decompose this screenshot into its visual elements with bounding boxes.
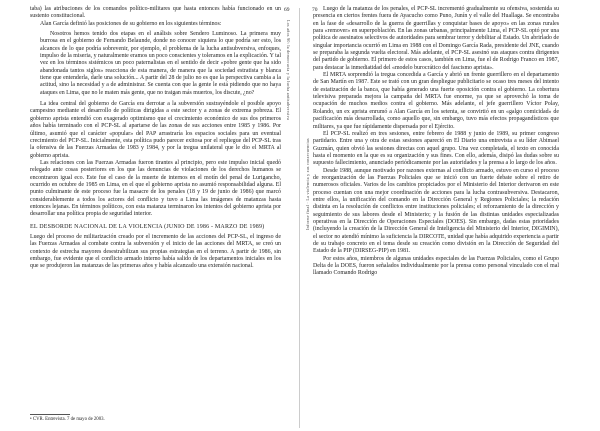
page-number: 69 [284, 7, 290, 13]
running-head: Informe final · La violencia y sus consecuencias [305, 138, 310, 230]
footnote-marker: • [30, 417, 32, 422]
block-quote: Nosotros hemos tenido dos etapas en el análisis sobre Sendero Luminoso. La primera muy burrosa en el gobierno de Fernando Belaunde, donde no conocer siquiera lo que podría ser esto, los alcances de lo que podría sobrevenir, por ejemplo, el problema de la lucha antisubversiva, enfoques, impulso de la miseria, y naturalmente eramos un poco conscientes y toleramos en la explicación. Y tal vez en los términos sistémicos un poco paternalistas en el sentido de decir «pobre gente que ha sido abandonada tantos siglos» reacciona de esta manera, de manera que la sociedad estratista y blanca tiene que entenderla, darle una solución... A partir del 28 de julio no es que la perspectiva cambia a la actitud, sino la necesidad y a de administrar. Se cuenta con que la gente le está pidiendo que no haya ataques en Lima, que no le maten más gente, que no traigan más muertos, los discute, ¿no? [40, 31, 281, 96]
footnote-text: CVR. Entrevista. 7 de mayo de 2003. [32, 417, 105, 422]
paragraph: Luego del proceso de militarización creado por el incremento de las acciones del PCP-SL, el ingreso de las Fuerzas Armadas al combate contra la subversión y el inicio de las acciones del MRTA, se creó un contexto de estrecha mayores desestrabilizan sus propias estrategias en el terreno. A partir de 1986, sin embargo, fue evidente que el conflicto armado interno había salido de los departamentos iniciales en los que se produjeron las matanzas de las primeras años y había alcanzado una extensión nacional. [30, 233, 281, 270]
paragraph: Por estos años, miembros de algunas unidades especiales de las Fuerzas Policiales, como el Grupo Delta de la DOES, fueron señalados individualmente por la prensa como personal vinculado con el mal llamado Comando Rodrigo [313, 255, 559, 277]
paragraph: Alan García definió las posiciones de su gobierno en los siguientes términos: [40, 20, 222, 27]
paragraph: Luego de la matanza de los penales, el PCP-SL incrementó gradualmente su ofensiva, sostenida su presencia en ciertos frentes fuera de Ayacucho como Puno, Junín y el valle del Huallaga. Se encontraba en la fase de «desarrollo de la guerra de guerrillas y conquistar bases de apoyo» en las zonas rurales para «remover» en superpoblación. En las zonas urbanas, principalmente Lima, el PCP-SL optó por una política de asesinatos selectivos de autoridades para sembrar terror y debilitar al Estado. Un abrirlado de singular importancia ocurrió en Lima en 1988 con el Domingo García Rada, presidente del JNE, cuando se preparaba la segunda vuelta electoral. Más adelante, el PCP-SL asesinó sus ataques contra dirigentes del partido de gobierno. El primero de estos casos, también en Lima, fue el de Rodrigo Franco en 1987, para destacar la inmediatidad del «modelo burocrático del fascismo aprista». [313, 6, 559, 71]
paragraph: Las relaciones con las Fuerzas Armadas fueron tirantes al principio, pero este impulso inicial quedó relegado ante cosas posteriores en los que las denuncias de violaciones de los derechos humanos se encontraron igual eco. Este fue el caso de la muerte de internos en el motín del penal de Lurigancho, ocurrido en octubre de 1985 en Lima, en el que el gobierno aprista no asumió responsabilidad alguna. El punto culminante de este proceso fue la masacre de los penales (18 y 19 de junio de 1986) que marcó considerablemente a todos los actores del conflicto y tuvo a Lima las imágenes de matanzas hasta entonces lejanas. En términos políticos, con esta matanza terminaron los intentos del gobierno aprista por desarrollar una política propia de seguridad interior. [30, 159, 281, 218]
running-head: Los años 90: la democracia y la lucha antisubversiva [286, 20, 291, 121]
page-number: 70 [312, 7, 318, 13]
paragraph: taba) las atribuciones de los comandos político-militares que hasta entonces había funcionado en un sustento constitucional. [30, 6, 281, 20]
paragraph: Desde 1988, aunque motivado por razones externas al conflicto armado, estuvo en curso el proceso de reorganización de las Fuerzas Policiales que se inició con un fuerte debate sobre el retiro de numerosos oficiales. Varios de los cambios propiciados por el Ministerio del Interior derivaron en este proceso cuentan con una mejor coordinación de acciones para la lucha contrasubversiva. Destacaron, entre ellos, la unificación del comando en la Dirección General y Regiones Policiales; la redación distinta en la resolución de conflictos entre instituciones policiales; el reforzamiento de la dirección y seguimiento de sus labores desde el Ministerio; y la fusión de las distintas unidades especializadas operativas en la Dirección de Operaciones Especiales (DOES). Sin embargo, dadas estas prioridades (incluyendo la creación de la Dirección General de Inteligencia del Ministerio del Interior, DIGIMIN), el sector no atendió mínimo la suficiencia la DIRCOTE, unidad que había adquirido experiencia a partir de su trabajo concreto en el tema desde su creación como división en la Dirección de Seguridad del Estado de la PIP (DIRSEG-PIP) en 1981. [313, 167, 559, 255]
paragraph: El MRTA sorprendió la tregua concedida a García y abrió un frente guerrillero en el departamento de San Martín en 1987. Este se trató con un gran despliegue publicitario se ocaso tres meses del intento de estatización de la banca, que había generado una fuerte oposición contra el gobierno. La cobertura televisiva preparada mejora la campaña del MRTA fue enorme, ya que se aprovechó la toma de ocupación de muchos medios contra el gobierno. Más adelante, el jefe guerrillero Víctor Polay, Rolando, un ex aprista enrumó a Alan García en los setenta, se convirtió en un «galgo comicidad» de pacificación más desarrollada, como aquello que, sin embargo, tuvo más efectos propagandísticos que militares, ya que fue rápidamente dispersada por el Ejército. [313, 72, 559, 130]
section-heading: EL DESBORDE NACIONAL DE LA VIOLENCIA (JUNIO DE 1986 - MARZO DE 1989) [30, 223, 265, 230]
right-page-body [313, 6, 559, 278]
paragraph: El PCP-SL realizó en tres sesiones, entre febrero de 1988 y junio de 1989, su primer congreso partidario. Entre una y otra de estas sesiones apareció en El Diario una entrevista a su líder Abimael Guzmán, quien obvió las sesiones directas con aquel grupo. Una vez completada, el texto en conocida hasta el momento en la que es su organización y sus fines. Con ello, además, disipó las dudas sobre su supuesto fallecimiento, anunciado periódicamente por las autoridades y la prensa a lo largo de los años. [313, 130, 559, 167]
paragraph: La idea central del gobierno de García era derrotar a la subversión sustrayéndole el posible apoyo campesino mediante el desarrollo de políticas dirigidas a este sector y a zonas de extrema pobreza. El gobierno aprista entendió con exagerado optimismo que el crecimiento económico de sus dos primeros años había terminado con el PCP-SL al apartarse de las zonas de sus acciones entre 1985 y 1986. Por último, asumió que el carácter «popular» del PAP arrastraría los espacios sociales para un eventual crecimiento del PCP-SL. Inicialmente, esta política pudo parecer exitosa por el repliegue del PCP-SL tras la ofensiva de las Fuerzas Armadas de 1983 y 1984, y por la tregua unilateral que le dio el MRTA al gobierno aprista. [30, 101, 281, 159]
